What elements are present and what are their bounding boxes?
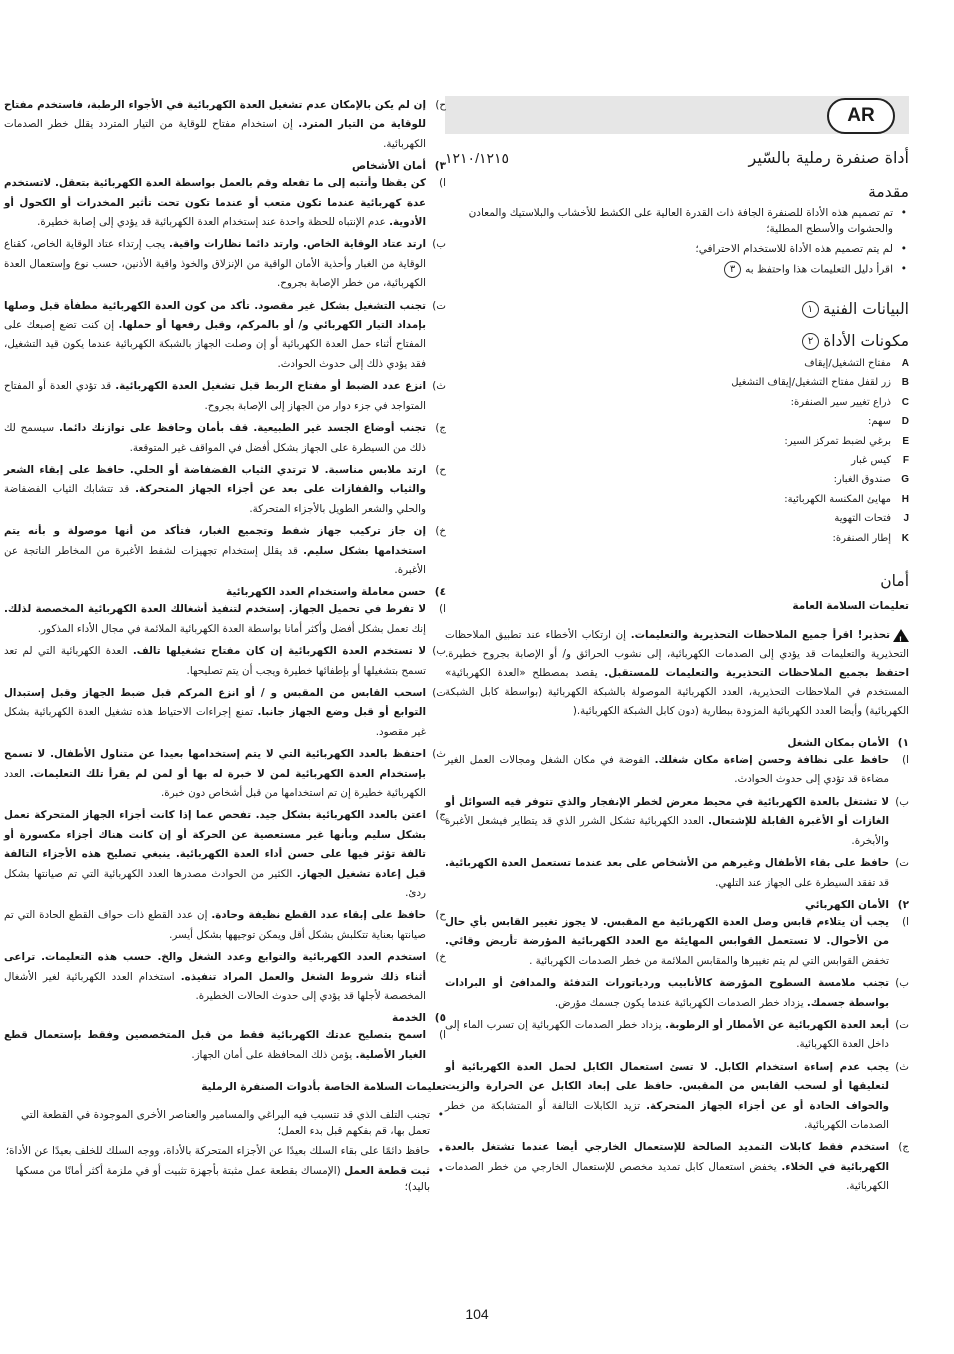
item-body: العدة الكهربائية التي لم تعد تسمح بتشغيلها أو بإطفائها خطيرة ويجب أن يتم تصليحها. xyxy=(4,645,426,677)
component-item xyxy=(445,432,909,451)
tech-heading xyxy=(445,300,909,318)
component-label: فتحات التهوية xyxy=(834,513,891,525)
item-text xyxy=(4,906,426,945)
warning-text-2: يقصد بمصطلح «العدة الكهربائية» المستخدم في الملاحظات التحذيرية، العدد الكهربائية الموصولة بالشبكة الكهربائية (بواسطة كابل الشبكة الكهربائية) وأيضا العدد الكهربائية المزودة ببطارية (دون كابل الشبكة الكهربائية.( xyxy=(445,667,909,718)
bullet-text: (الإمساك بقطعة عمل مثبتة بأجهزة تثبيت أو في ملزمة أكثر أمانًا من مسكها باليد)؛ xyxy=(15,1165,430,1194)
item-text xyxy=(445,974,889,1013)
section-title-text: أمان الأشخاص xyxy=(351,160,426,173)
item-text xyxy=(4,377,426,416)
item-marker: ب) xyxy=(895,977,909,990)
warning-paragraph xyxy=(445,626,909,721)
item-bold: لا تشتغل بالعدة الكهربائية في محيط معرض لخطر الإنفجار والذي تتوفر فيه السوائل أو الغازات أو الأغبرة القابلة للإشتعال. xyxy=(445,795,890,828)
item-marker: ث) xyxy=(432,380,446,393)
section-title-text: الخدمة xyxy=(391,1012,426,1025)
item-bold: إن جاز تركيب جهاز شفط وتجميع الغبار، فتأكد من أنها موصولة و بأنه يتم استخدامها بشكل سليم. xyxy=(4,525,427,557)
component-item xyxy=(445,451,909,470)
item-body: تمنع إجراءات الاحتياط هذه تشغيل العدة الكهربائية بشكل غير مقصود. xyxy=(4,706,426,738)
warning-bold-2: احتفظ بجميع الملاحظات التحذيرية والتعليمات للمستقبل. xyxy=(604,667,909,680)
list-item xyxy=(4,1026,446,1065)
warning-text: إن ارتكاب الأخطاء عند تطبيق الملاحظات التحذيرية والتعليمات قد يؤدي إلى الصدمات الكهربائية، إلى نشوب الحرائق و/ أو الإصابة بجروح خطيرة. xyxy=(445,629,909,661)
warning-icon xyxy=(893,629,909,642)
item-body: قد يقلل إستخدام تجهيزات لشفط الأغبرة من المخاطر الناتجة عن الأغبرة. xyxy=(4,544,426,576)
list-item xyxy=(445,854,909,893)
item-text xyxy=(4,745,426,803)
item-bold: استخدم فقط كابلات التمديد الصالحة للإستعمال الخارجي أيضا عندما تشتغل بالعدة الكهربائية في الخلاء. xyxy=(445,1141,890,1173)
item-text xyxy=(4,419,426,458)
components-heading-text: مكونات الأداة xyxy=(823,332,909,350)
intro-list xyxy=(445,205,909,278)
figure-ref-1: ١ xyxy=(802,301,819,318)
right-column xyxy=(445,96,909,1200)
item-text xyxy=(4,948,426,1006)
item-bold: احتفظ بالعدد الكهربائية التي لا يتم إستخدامها بعيدا عن متناول الأطفال. لا تسمح بإستخدام العدة الكهربائية لمن لا خبرة له بها أو لمن لم يقرأ تلك التعليمات. xyxy=(4,748,426,780)
item-bold: استخدم العدد الكهربائية والتوابع وعدد الشغل والخ. حسب هذه التعليمات. تراعى أثناء ذلك شروط الشغل والعمل المراد تنفيذه. xyxy=(4,951,427,983)
item-text xyxy=(4,174,426,232)
item-marker: ا) xyxy=(902,915,909,928)
component-key: G xyxy=(901,474,909,486)
item-marker: ج) xyxy=(898,1141,909,1154)
list-item xyxy=(4,235,446,293)
item-marker: ت) xyxy=(432,299,446,312)
intro-bullet-text: اقرأ دليل التعليمات هذا واحتفظ به xyxy=(745,263,893,276)
list-item xyxy=(445,1138,909,1196)
item-bold: كن يقظا وأنتبه إلى ما تفعله وقم بالعمل بواسطة العدة الكهربائية بتعقل. لاتستخدم عدة كهربائية عندما تكون متعب أو عندما تكون تحت تأثير المخدرات أو الكحول أو الأدوية. xyxy=(4,177,426,229)
item-bold: يجب أن يتلاءم قابس وصل العدة الكهربائية مع المقبس. لا يجوز تغيير القابس بأي حال من الأحوال. لا تستعمل القوابس المهايئة مع العدد الكهربائية المؤرضة تأريض وقائي. xyxy=(445,915,889,948)
page-number: 104 xyxy=(465,1306,489,1322)
section-number: ١) xyxy=(897,737,909,750)
component-key: C xyxy=(901,396,909,408)
title-row xyxy=(445,148,909,167)
item-body: سيسمح لك ذلك من السيطرة على الجهاز بشكل أفضل في المواقف غير المتوقعة. xyxy=(4,422,426,454)
item-body: تزيد الكابلات التالفة أو المتشابكة من خطر الصدمات الكهربائية. xyxy=(445,1099,889,1131)
section-5-title xyxy=(4,1012,446,1024)
item-text xyxy=(4,684,426,742)
component-label: مهايئ المكنسة الكهربائية: xyxy=(784,493,891,505)
list-item xyxy=(4,806,446,903)
general-safety-heading: تعليمات السلامة العامة xyxy=(792,600,909,613)
item-marker: ا) xyxy=(902,754,909,767)
item-body: يزداد خطر الصدمات الكهربائية إن تسرب الماء إلى داخل العدة الكهربائية. xyxy=(445,1018,889,1051)
item-body: إن كنت تضع إصبعك على المفتاح أثناء حمل العدة الكهربائية أو إن وصلت الجهاز بالشبكة الكهربائية عندما يكون قيد التشغيل، فقد يؤدي ذلك إلى حدوث الحوادث. xyxy=(4,319,426,370)
item-marker: ح) xyxy=(435,463,446,476)
component-key: H xyxy=(901,493,909,505)
list-item xyxy=(445,1058,909,1136)
component-item xyxy=(445,354,909,373)
item-marker: ت) xyxy=(895,1018,909,1031)
list-item xyxy=(445,1016,909,1055)
item-marker: ب) xyxy=(432,238,446,251)
item-body: يجب إرتداء عتاد الوقاية الخاص، كقناع الوقاية من الغبار وأحذية الأمان الواقية من الإنزلاق والخوذ واقية الأذنين، حسب نوع وإستعمال العدة الكهربائية، من خطر الإصابة بجروح. xyxy=(4,238,426,290)
special-safety-heading: تعليمات السلامة الخاصة بأدوات الصنفرة الرملية xyxy=(201,1081,446,1094)
components-list xyxy=(445,354,909,548)
component-label: إطار الصنفرة: xyxy=(832,532,891,544)
bullet-text: حافظ دائمًا على بقاء السلك بعيدًا عن الأجزاء المتحركة بالأداة، ووجه السلك للخلف بعيدًا عن الأداة؛ xyxy=(5,1145,430,1158)
component-key: J xyxy=(903,513,909,525)
intro-heading: مقدمة xyxy=(868,183,909,201)
component-key: E xyxy=(902,435,909,447)
item-bold: تجنب التشغيل بشكل غير مقصود. تأكد من كون العدة الكهربائية مطفأة قبل وصلها بإمداد التيار الكهربائي و/ أو بالمركم، وقبل رفعها أو حملها. xyxy=(4,299,426,332)
item-bold: يجب عدم إساءة استخدام الكابل. لا تسئ استعمال الكابل لحمل العدة الكهربائية أو لتعليقها أو لسحب القابس من المقبس. حافظ على إبعاد الكابل عن الحرارة والزيت والحواف الحادة أو عن أجزاء الجهاز المتحركة. xyxy=(445,1060,890,1112)
list-item xyxy=(4,684,446,742)
item-text xyxy=(4,642,426,681)
item-body: قد تفقد السيطرة على الجهاز عند التلهي. xyxy=(715,876,889,889)
item-bold: حافظ على إبقاء عدد القطع نظيفة وحادة. xyxy=(211,909,427,922)
item-body: الكثير من الحوادث مصدرها العدد الكهربائية التي تم صيانتها بشكل ردئ. xyxy=(4,867,426,900)
item-text xyxy=(4,297,426,375)
item-marker: ا) xyxy=(439,177,446,190)
special-safety-list xyxy=(4,1107,446,1195)
item-marker: ا) xyxy=(439,1029,446,1042)
item-text xyxy=(4,806,426,903)
section-number: ٢) xyxy=(897,898,909,911)
item-text xyxy=(4,461,426,519)
list-item xyxy=(445,974,909,1013)
component-item xyxy=(445,470,909,489)
item-body: الفوضة في مكان الشغل ومجالات العمل الغير مضاءة قد تؤدي إلى حدوث الحوادث. xyxy=(445,754,889,786)
section-number: ٤) xyxy=(434,586,446,599)
item-bold: أبعد العدة الكهربائية عن الأمطار أو الرطوبة. xyxy=(665,1018,890,1031)
item-bold: لا تستخدم العدة الكهربائية إن كان مفتاح تشغيلها تالف. xyxy=(132,645,427,658)
item-marker: خ) xyxy=(435,525,446,538)
special-bullet xyxy=(4,1163,446,1195)
item-body: إن عدد القطع ذات حواف القطع الحادة التي تم صيانتها بعناية تتكلبش بشكل أقل ويمكن توجيهها بشكل أيسر. xyxy=(4,909,426,941)
component-item xyxy=(445,529,909,548)
section-title-text: الأمان بمكان الشغل xyxy=(787,737,889,750)
item-body: إنك تعمل بشكل أفضل وأكثر أمانا بواسطة العدة الكهربائية الملائمة في مجال الأداء المذكور. xyxy=(37,622,426,635)
section-4-title xyxy=(4,586,446,598)
component-item xyxy=(445,490,909,509)
list-item xyxy=(4,174,446,232)
item-text xyxy=(4,96,426,154)
item-marker: ث) xyxy=(432,748,446,761)
item-body: يزداد خطر الصدمات الكهربائية عندما يكون جسمك مؤرض. xyxy=(554,996,807,1009)
item-marker: ح) xyxy=(435,909,446,922)
component-key: K xyxy=(901,532,909,544)
left-column xyxy=(4,96,446,1199)
figure-ref-3: ٣ xyxy=(724,261,741,278)
item-text xyxy=(4,235,426,293)
language-bar xyxy=(445,96,909,134)
item-body: عدم الإنتباه للحظة واحدة عند إستخدام العدة الكهربائية قد يؤدي إلى إصابة خطيرة. xyxy=(37,216,390,229)
item-marker: ج) xyxy=(435,809,446,822)
list-item xyxy=(4,96,446,154)
item-text xyxy=(4,600,426,639)
bullet-bold: ثبت قطعة العمل xyxy=(344,1165,430,1178)
item-bold: حافظ على نظافة وحسن إضاءة مكان شغلك. xyxy=(654,754,889,767)
list-item xyxy=(4,745,446,803)
item-body: استخدام العدد الكهربائية لغير الأشغال المخصصة لأجلها قد يؤدي إلى حدوث الحالات الخطيرة. xyxy=(4,970,426,1003)
component-item xyxy=(445,412,909,431)
intro-bullet: • تم تصميم هذه الأداة للصنفرة الجافة ذات القدرة العالية على الكشط للأخشاب والبلاستيك والمعادن والحشوات والأسطح المطلية؛ xyxy=(445,205,909,237)
item-bold: اعتن بالعدد الكهربائية بشكل جيد. تفحص عما إذا كانت أجزاء الجهاز المتحركة تعمل بشكل سليم وبأنها غير مستعصية عن الحركة أو إن كانت هناك أجزاء مكسورة أو تالفة تؤثر فيها على حسن أداء العدة الكهربائية. ينبغي تصليح هذه الأجزاء التالفة قبل إعادة تشغيل الجهاز. xyxy=(4,809,426,880)
item-bold: لا تفرط في تحميل الجهاز. إستخدم لتنفيذ أشغالك العدة الكهربائية المخصصة لذلك. xyxy=(4,603,426,616)
item-bold: تجنب أوضاع الجسد غير الطبيعية. قف بأمان وحافظ على توازنك دائما. xyxy=(59,422,426,435)
tool-title: أداة صنفرة رملية بالسّير xyxy=(748,148,909,167)
item-text xyxy=(4,522,426,580)
item-bold: حافظ على بقاء الأطفال وغيرهم من الأشخاص على بعد عندما تستعمل العدة الكهربائية. xyxy=(445,857,889,870)
item-text xyxy=(445,1138,889,1196)
item-text xyxy=(445,854,889,893)
component-label: زر لقفل مفتاح التشغيل/إيقاف التشغيل xyxy=(731,377,891,389)
section-title-text: الأمان الكهربائي xyxy=(804,898,889,911)
list-item xyxy=(4,461,446,519)
component-key: D xyxy=(901,416,909,428)
components-heading xyxy=(445,332,909,350)
component-item xyxy=(445,509,909,528)
item-text xyxy=(445,1016,889,1055)
list-item xyxy=(4,419,446,458)
component-key: A xyxy=(901,358,909,369)
item-marker: ج) xyxy=(435,422,446,435)
safety-heading: أمان xyxy=(880,572,909,591)
item-text xyxy=(445,751,889,790)
item-bold: اسحب القابس من المقبس و / أو انزع المركم قبل ضبط الجهاز وقبل إستبدال التوابع أو قبل وضع الجهاز جانبا. xyxy=(4,686,426,719)
item-marker: ث) xyxy=(895,1060,909,1073)
item-body: قد تتشابك الثياب الفضفاضة والحلي والشعر الطويل بالأجزاء المتحركة. xyxy=(4,483,426,515)
item-body: يؤمن ذلك المحافظة على أمان الجهاز. xyxy=(191,1048,356,1061)
special-bullet xyxy=(4,1143,446,1159)
component-label: ذراع تغيير سير الصنفرة: xyxy=(790,396,891,408)
item-text xyxy=(445,913,889,971)
item-marker: خ) xyxy=(435,951,446,964)
component-label: صندوق الغبار: xyxy=(833,474,891,486)
section-1-title xyxy=(445,737,909,749)
item-bold: اسمح بتصليح عدتك الكهربائية فقط من قبل المتخصصين وفقط بإستعمال قطع الغيار الأصلية. xyxy=(4,1029,426,1061)
item-marker: ت) xyxy=(432,686,446,699)
section-title-text: حسن معاملة واستخدام العدد الكهربائية xyxy=(225,586,426,599)
item-marker: ت) xyxy=(895,857,909,870)
item-body: يخفض استعمال كابل تمديد مخصص للإستعمال الخارجي من خطر الصدمات الكهربائية. xyxy=(445,1160,889,1193)
item-text xyxy=(4,1026,426,1065)
list-item xyxy=(4,377,446,416)
item-bold: إن لم يكن بالإمكان عدم تشغيل العدة الكهربائية في الأجواء الرطبة، فاستخدم مفتاح للوقاية من التيار المترد. xyxy=(4,99,426,131)
component-item xyxy=(445,373,909,392)
list-item xyxy=(4,297,446,375)
item-bold: ارتد ملابس مناسبة. لا ترتدي الثياب الفضفاضة أو الحلي. حافظ على إبقاء الشعر والثياب والقفازات على بعد عن أجزاء الجهاز المتحركة. xyxy=(4,463,426,496)
item-text xyxy=(445,1058,889,1136)
list-item xyxy=(4,906,446,945)
intro-bullet xyxy=(445,261,909,278)
component-key: B xyxy=(901,377,909,389)
item-text xyxy=(445,793,889,851)
item-bold: ارتد عتاد الوقاية الخاص. وارتد دائما نظارات واقية. xyxy=(168,238,427,251)
item-body: إن استخدام مفتاح للوقاية من التيار المتردد يقلل خطر الصدمات الكهربائية. xyxy=(4,118,426,150)
item-marker: ا) xyxy=(439,603,446,616)
section-3-title xyxy=(4,160,446,172)
list-item xyxy=(445,913,909,971)
list-item xyxy=(4,642,446,681)
list-item xyxy=(4,522,446,580)
bullet-text: تجنب التلف الذي قد تتسبب فيه البراغي والمسامير والعناصر الأخرى الموجودة في القطعة التي تعمل بها، قم بفكهم قبل بدء العمل؛ xyxy=(21,1109,430,1138)
item-bold: انزع عدد الضبط أو مفتاح الربط قبل تشغيل العدة الكهربائية. xyxy=(115,380,426,393)
list-item xyxy=(4,948,446,1006)
component-label: كيس غبار xyxy=(851,455,891,467)
section-number: ٥) xyxy=(434,1012,446,1025)
component-label: سهم: xyxy=(867,416,891,428)
special-bullet xyxy=(4,1107,446,1139)
item-body: العدد الكهربائية تشكل الشرر الذي قد يتطاير فيشعل الأغبرة والأبخرة. xyxy=(445,815,889,847)
item-marker: ح) xyxy=(435,99,446,111)
item-body: العدد الكهربائية خطيرة إن تم استخدامها من قبل أشخاص دون خبرة. xyxy=(4,767,426,799)
item-body: قد تؤدي العدة أو المفتاح المتواجد في جزء دوار من الجهاز إلى الإصابة بجروح. xyxy=(4,380,426,412)
warning-bold: تحذير! اقرأ جميع الملاحظات التحذيرية والتعليمات. xyxy=(630,629,890,642)
model-number: ١٢١٠/١٢١٥ xyxy=(445,150,510,166)
figure-ref-2: ٢ xyxy=(802,333,819,350)
tech-heading-text: البيانات الفنية xyxy=(822,300,909,318)
list-item xyxy=(445,793,909,851)
item-body: تخفض القوابس التي لم يتم تغييرها والمقابس الملائمة من خطر الصدمات الكهربائية . xyxy=(529,954,889,967)
component-label: مفتاح التشغيل/إيقاف xyxy=(804,358,891,369)
item-marker: ب) xyxy=(432,645,446,658)
intro-bullet: • لم يتم تصميم هذه الأداة للاستخدام الاحترافي؛ xyxy=(445,241,909,257)
component-key: F xyxy=(902,455,909,467)
list-item xyxy=(4,600,446,639)
language-badge: AR xyxy=(827,98,895,134)
item-bold: تجنب ملامسة السطوح المؤرضة كالأنابيب وردياتورات التدفئة والمدافئ أو البرادات بواسطة جسمك. xyxy=(445,977,889,1009)
component-label: برغي لضبط تمركز السير: xyxy=(784,435,891,447)
section-2-title xyxy=(445,899,909,911)
component-item xyxy=(445,393,909,412)
section-number: ٣) xyxy=(434,160,446,173)
item-marker: ب) xyxy=(895,795,909,808)
list-item xyxy=(445,751,909,790)
